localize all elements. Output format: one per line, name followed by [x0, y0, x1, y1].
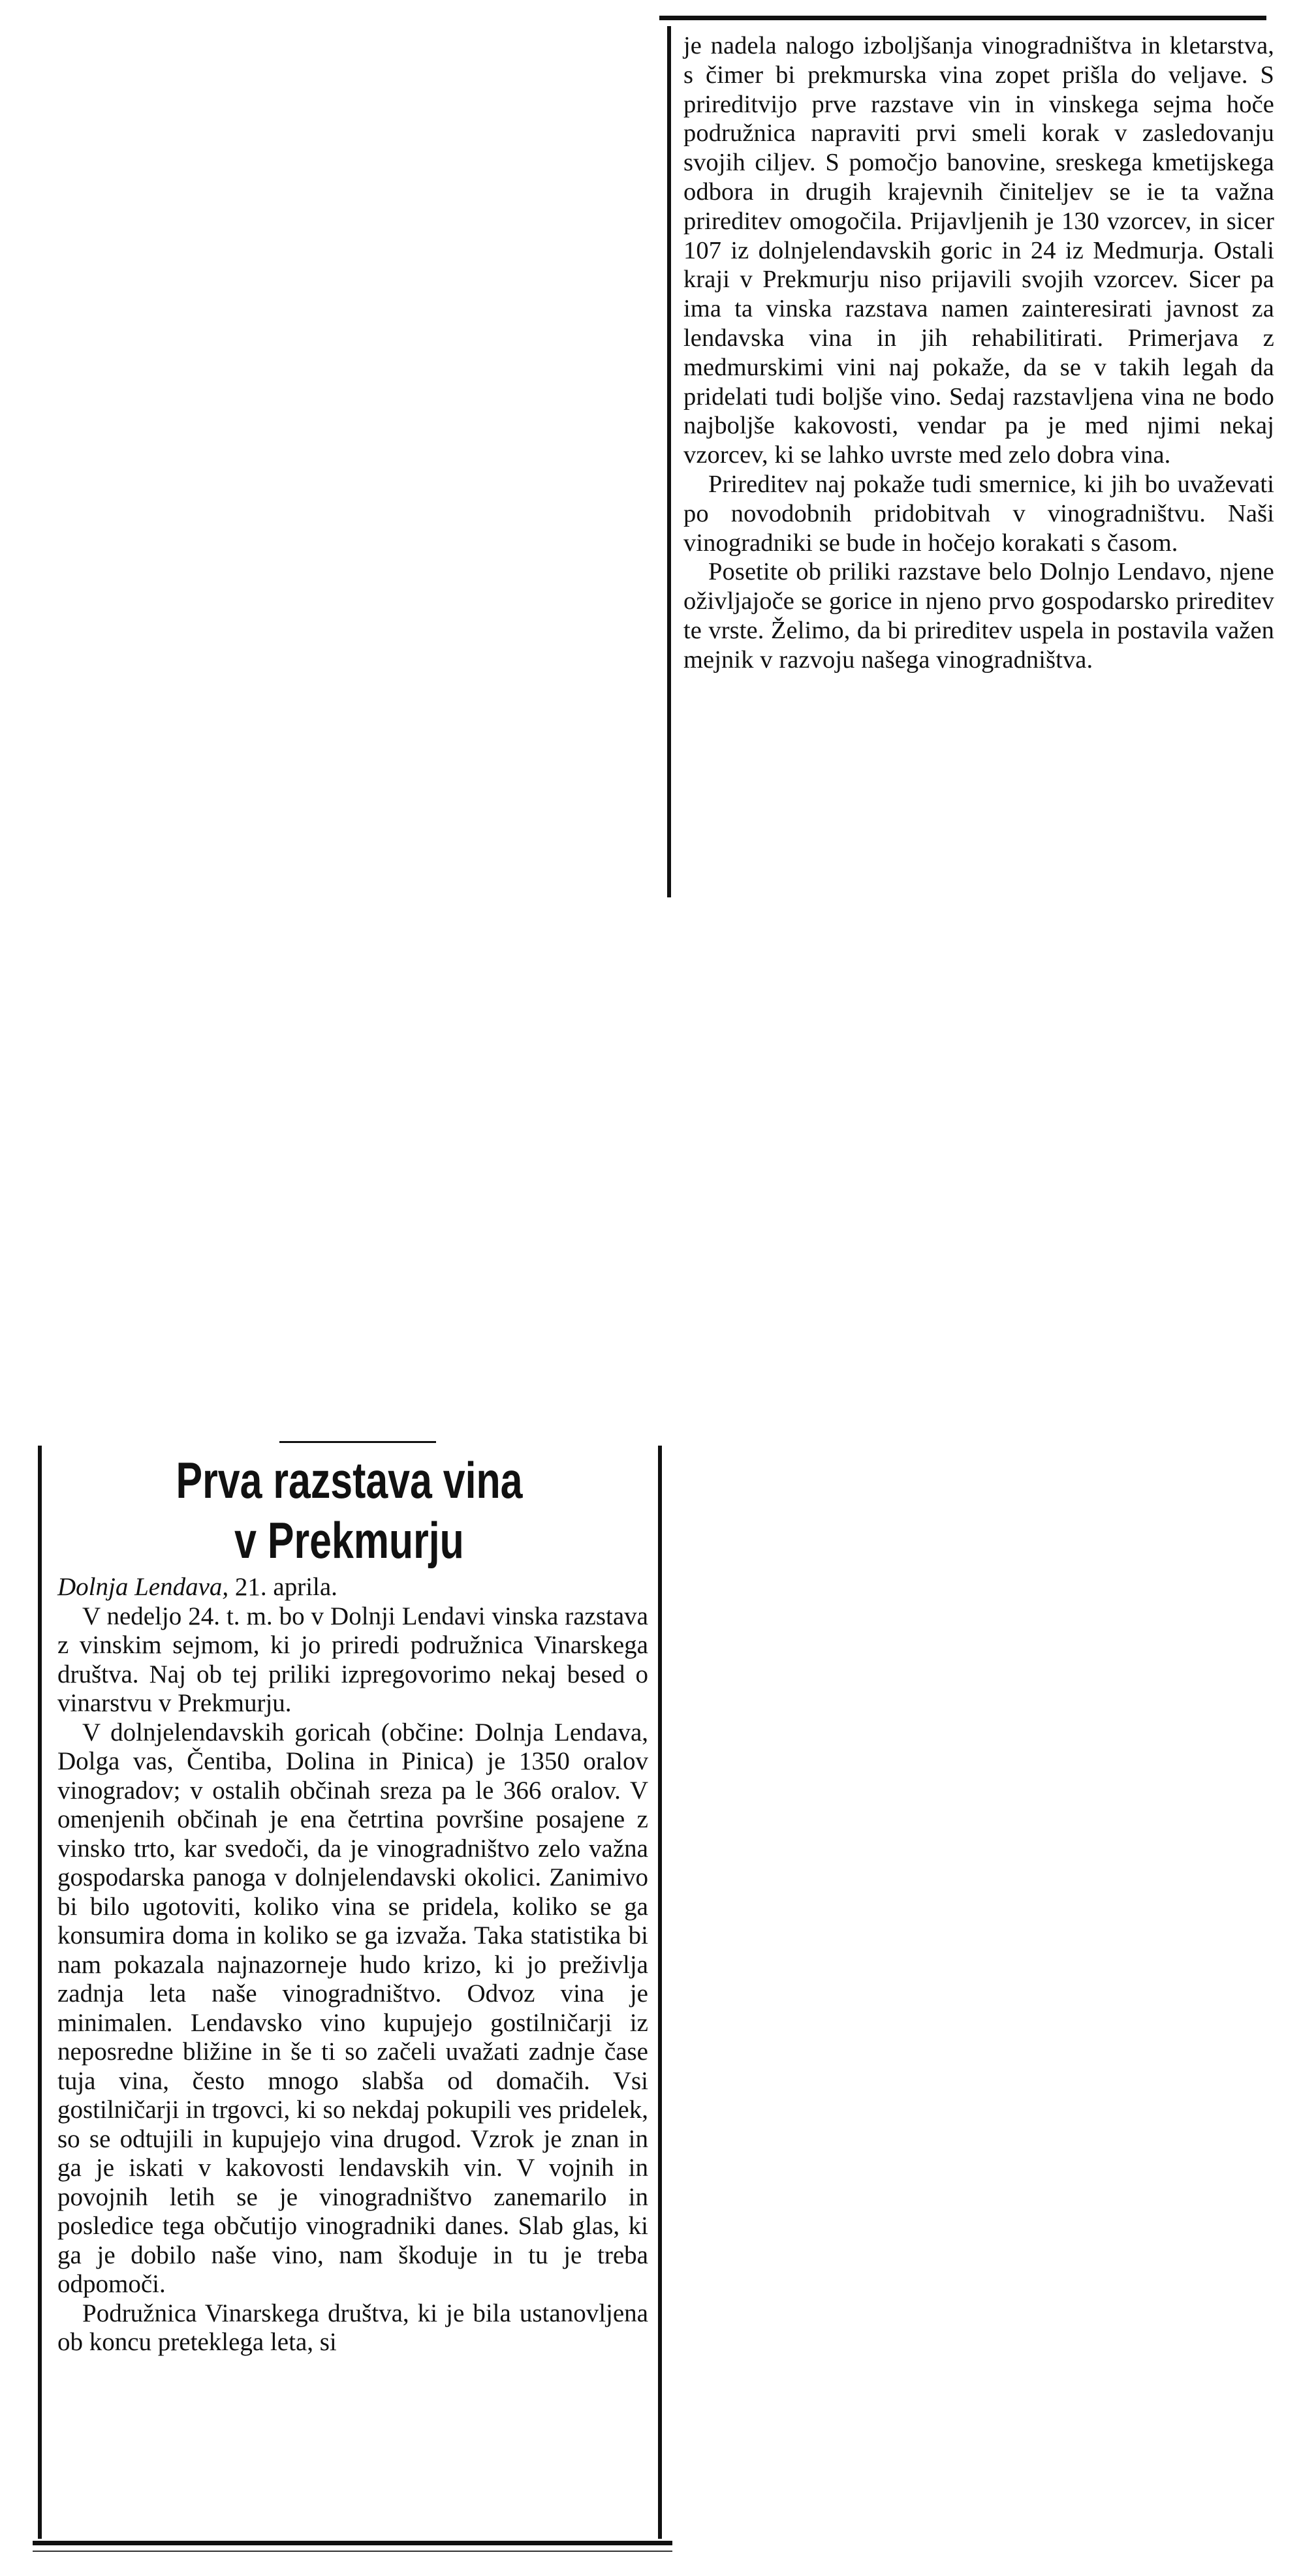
article-body — [57, 1573, 648, 2357]
paragraph: V nedeljo 24. t. m. bo v Dolnji Lendavi vinska razstava z vinskim sejmom, ki jo priredi podružnica Vinarskega društva. Naj ob tej priliki izpregovorimo nekaj besed o vinarstvu v Prekmurju. — [57, 1602, 648, 1717]
paragraph: je nadela nalogo izboljšanja vinogradništva in kletarstva, s čimer bi prekmurska vina zopet prišla do veljave. S prireditvijo prve razstave vin in vinskega sejma hoče podružnica napraviti prvi smeli korak v zasledovanju svojih ciljev. S pomočjo banovine, sreskega kmetijskega odbora in drugih krajevnih činiteljev se ie ta važna prireditev omogočila. Prijavljenih je 130 vzorcev, in sicer 107 iz dolnjelendavskih goric in 24 iz Medmurja. Ostali kraji v Prekmurju niso prijavili svojih vzorcev. Sicer pa ima ta vinska razstava namen zainteresirati javnost za lendavska vina in jih rehabilitirati. Primerjava z medmurskimi vini naj pokaže, da se v takih legah da pridelati tudi boljše vino. Sedaj razstavljena vina ne bodo najboljše kakovosti, vendar pa je med njimi nekaj vzorcev, ki se lahko uvrste med zelo dobra vina. — [683, 32, 1274, 469]
headline-rule — [279, 1441, 436, 1443]
paragraph: Prireditev naj pokaže tudi smernice, ki jih bo uvaževati po novodobnih pridobitvah v vinogradništvu. Naši vinogradniki se bude in hočejo korakati s časom. — [683, 470, 1274, 557]
article-headline — [119, 1450, 580, 1570]
top-column-rule — [659, 16, 1266, 20]
column-divider-middle — [658, 1446, 662, 2539]
paragraph: Podružnica Vinarskega društva, ki je bila ustanovljena ob koncu preteklega leta, si — [57, 2299, 648, 2356]
headline-line-2: v Prekmurju — [234, 1512, 464, 1569]
bottom-rule — [33, 2541, 672, 2545]
column-divider-right — [667, 26, 671, 897]
dateline-date: 21. aprila. — [234, 1573, 337, 1601]
bottom-rule-thin — [33, 2551, 672, 2552]
column-divider-left — [38, 1446, 42, 2539]
dateline-place: Dolnja Lendava, — [57, 1573, 229, 1601]
paragraph: V dolnjelendavskih goricah (občine: Dolnja Lendava, Dolga vas, Čentiba, Dolina in Pinica) je 1350 oralov vinogradov; v ostalih občinah sreza pa le 366 oralov. V omenjenih občinah je ena četrtina površine posajene z vinsko trto, kar svedoči, da je vinogradništvo zelo važna gospodarska panoga v dolnjelendavski okolici. Zanimivo bi bilo ugotoviti, koliko vina se pridela, koliko se ga konsumira doma in koliko se ga izvaža. Taka statistika bi nam pokazala najnazorneje hudo krizo, ki jo preživlja zadnja leta naše vinogradništvo. Odvoz vina je minimalen. Lendavsko vino kupujejo gostilničarji iz neposredne bližine in še ti so začeli uvažati zadnje čase tuja vina, često mnogo slabša od domačih. Vsi gostilničarji in trgovci, ki so nekdaj pokupili ves pridelek, so se odtujili in kupujejo vina drugod. Vzrok je znan in ga je iskati v kakovosti lendavskih vin. V vojnih in povojnih letih se je vinogradništvo zanemarilo in posledice tega občutijo vinogradniki danes. Slab glas, ki ga je dobilo naše vino, nam škoduje in tu je treba odpomoči. — [57, 1718, 648, 2298]
dateline — [57, 1573, 648, 1602]
paragraph: Posetite ob priliki razstave belo Dolnjo Lendavo, njene oživljajoče se gorice in njeno prvo gospodarsko prireditev te vrste. Želimo, da bi prireditev uspela in postavila važen mejnik v razvoju našega vinogradništva. — [683, 558, 1274, 674]
right-column-text — [683, 31, 1274, 675]
headline-line-1: Prva razstava vina — [176, 1451, 523, 1509]
